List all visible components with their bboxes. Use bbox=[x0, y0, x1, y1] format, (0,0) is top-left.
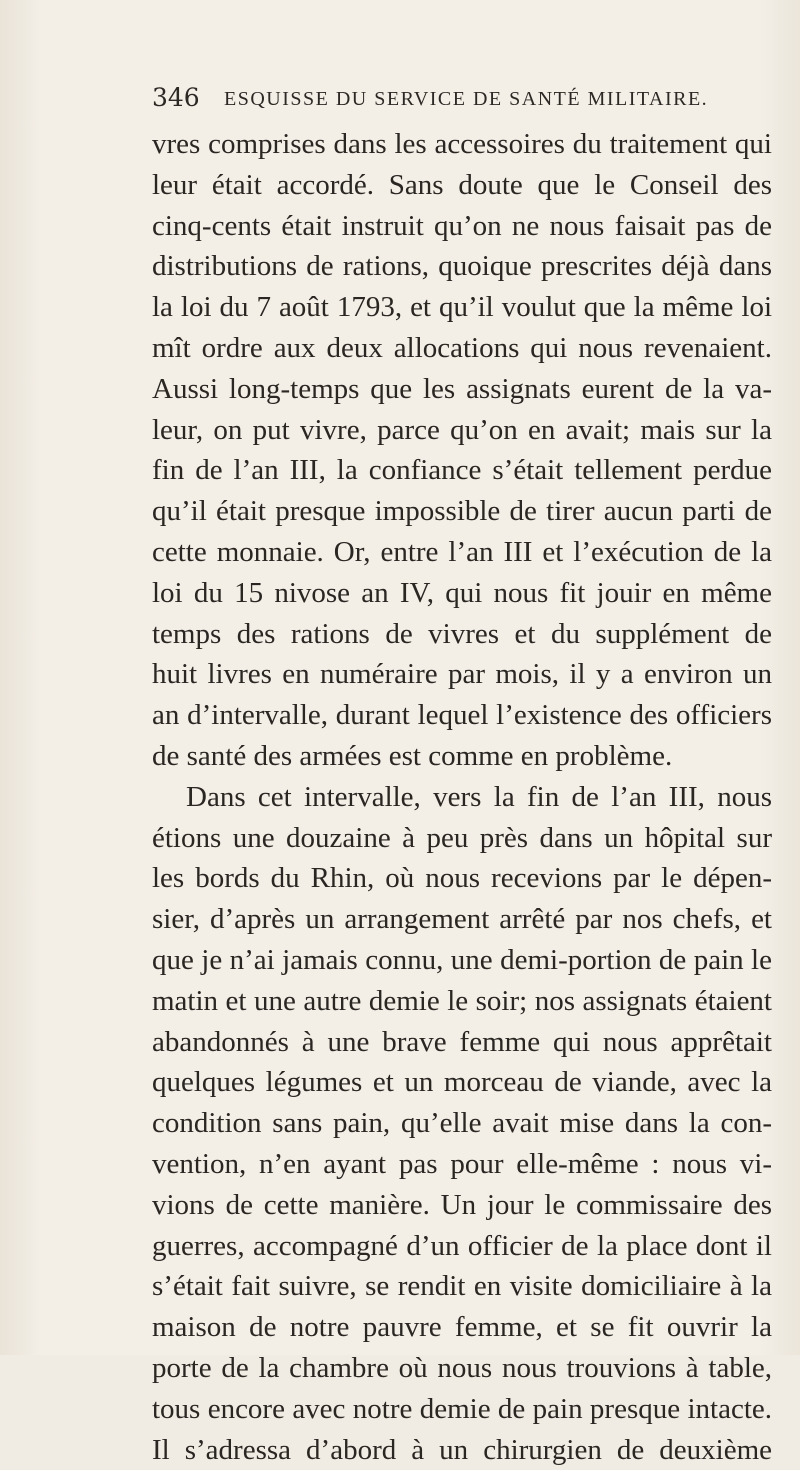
text-line: porte de la chambre où nous nous trouvions à table, bbox=[152, 1348, 772, 1389]
text-line: loi du 15 nivose an IV, qui nous fit jouir en même bbox=[152, 573, 772, 614]
text-line: matin et une autre demie le soir; nos assignats étaient bbox=[152, 981, 772, 1022]
text-line: condition sans pain, qu’elle avait mise dans la con- bbox=[152, 1103, 772, 1144]
text-line: mît ordre aux deux allocations qui nous revenaient. bbox=[152, 328, 772, 369]
text-line: les bords du Rhin, où nous recevions par le dépen- bbox=[152, 858, 772, 899]
text-line: Il s’adressa d’abord à un chirurgien de deuxième bbox=[152, 1430, 772, 1470]
text-line: vions de cette manière. Un jour le commissaire des bbox=[152, 1185, 772, 1226]
text-line: cinq-cents était instruit qu’on ne nous faisait pas de bbox=[152, 206, 772, 247]
text-line: guerres, accompagné d’un officier de la place dont il bbox=[152, 1226, 772, 1267]
text-line: sier, d’après un arrangement arrêté par nos chefs, et bbox=[152, 899, 772, 940]
text-line: leur, on put vivre, parce qu’on en avait; mais sur la bbox=[152, 410, 772, 451]
text-line: tous encore avec notre demie de pain presque intacte. bbox=[152, 1389, 772, 1430]
running-head: ESQUISSE DU SERVICE DE SANTÉ MILITAIRE. bbox=[224, 82, 708, 116]
text-line: étions une douzaine à peu près dans un hôpital sur bbox=[152, 818, 772, 859]
body-text bbox=[152, 124, 772, 1470]
text-line: maison de notre pauvre femme, et se fit ouvrir la bbox=[152, 1307, 772, 1348]
text-line: quelques légumes et un morceau de viande, avec la bbox=[152, 1062, 772, 1103]
text-line: de santé des armées est comme en problème. bbox=[152, 736, 772, 777]
text-line: Dans cet intervalle, vers la fin de l’an III, nous bbox=[152, 777, 772, 818]
text-line: huit livres en numéraire par mois, il y a environ un bbox=[152, 654, 772, 695]
page-number: 346 bbox=[152, 80, 200, 116]
text-line: vention, n’en ayant pas pour elle-même : nous vi- bbox=[152, 1144, 772, 1185]
text-line: la loi du 7 août 1793, et qu’il voulut que la même loi bbox=[152, 287, 772, 328]
text-line: s’était fait suivre, se rendit en visite domiciliaire à la bbox=[152, 1266, 772, 1307]
text-line: que je n’ai jamais connu, une demi-portion de pain le bbox=[152, 940, 772, 981]
text-line: leur était accordé. Sans doute que le Conseil des bbox=[152, 165, 772, 206]
text-line: temps des rations de vivres et du supplément de bbox=[152, 614, 772, 655]
text-line: fin de l’an III, la confiance s’était tellement perdue bbox=[152, 450, 772, 491]
text-line: cette monnaie. Or, entre l’an III et l’exécution de la bbox=[152, 532, 772, 573]
text-line: distributions de rations, quoique prescrites déjà dans bbox=[152, 246, 772, 287]
text-line: qu’il était presque impossible de tirer aucun parti de bbox=[152, 491, 772, 532]
text-line: vres comprises dans les accessoires du traitement qui bbox=[152, 124, 772, 165]
text-line: an d’intervalle, durant lequel l’existence des officiers bbox=[152, 695, 772, 736]
page-header bbox=[152, 80, 752, 116]
text-line: Aussi long-temps que les assignats eurent de la va- bbox=[152, 369, 772, 410]
text-line: abandonnés à une brave femme qui nous apprêtait bbox=[152, 1022, 772, 1063]
